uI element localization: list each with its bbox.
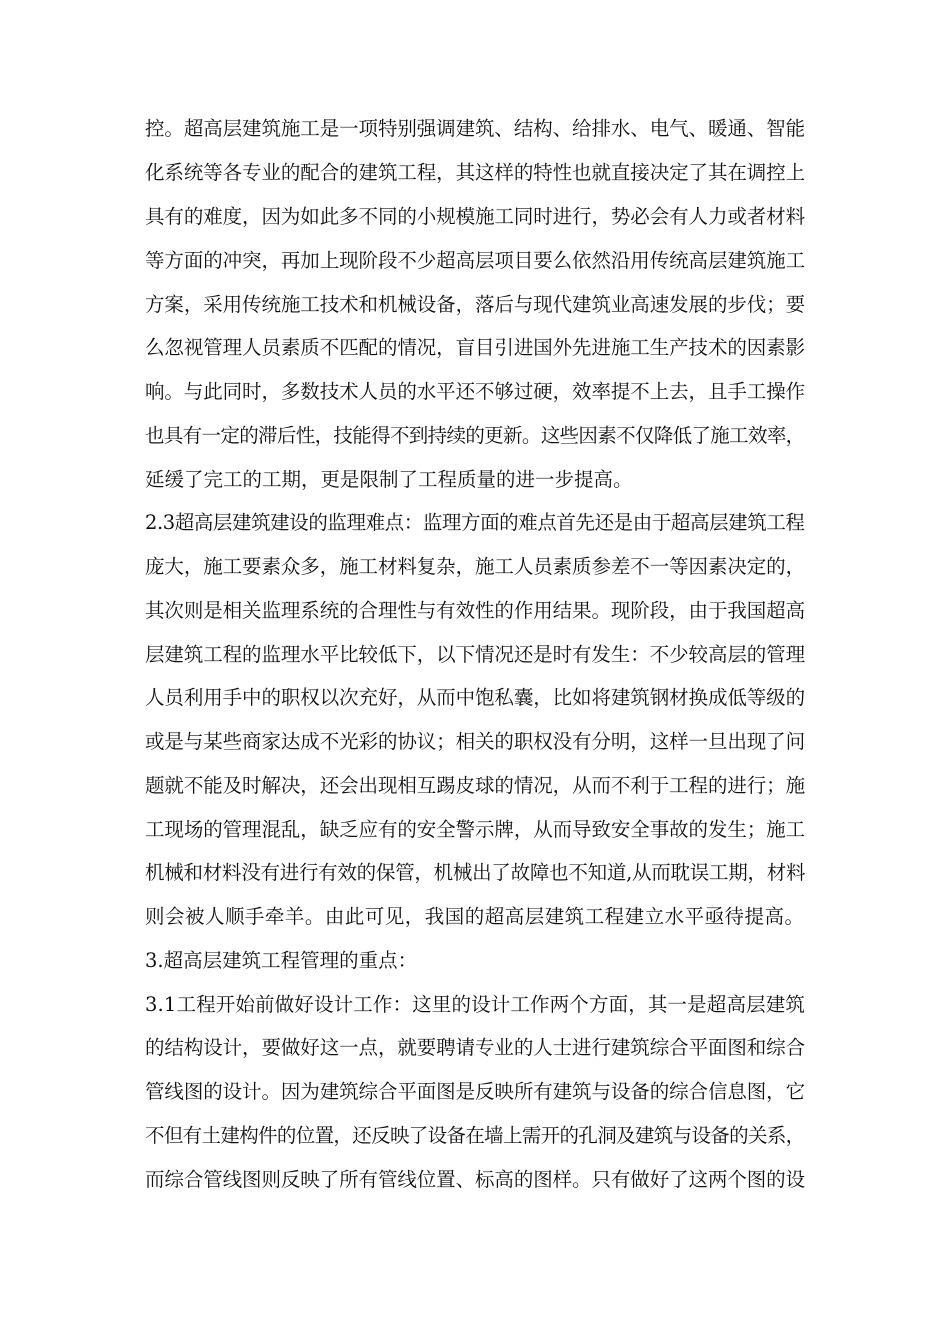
text-line: 等方面的冲突，再加上现阶段不少超高层项目要么依然沿用传统高层建筑施工 bbox=[145, 249, 806, 272]
text-line: 题就不能及时解决，还会出现相互踢皮球的情况，从而不利于工程的进行；施 bbox=[145, 774, 806, 797]
text-line: 不但有土建构件的位置，还反映了设备在墙上需开的孔洞及建筑与设备的关系， bbox=[145, 1124, 805, 1147]
text-line: 机械和材料没有进行有效的保管，机械出了故障也不知道,从而耽误工期，材料 bbox=[145, 861, 806, 884]
section-heading-3-1: 3.1工程开始前做好设计工作：这里的设计工作两个方面，其一是超高层建筑 bbox=[145, 993, 806, 1016]
text-line: 延缓了完工的工期，更是限制了工程质量的进一步提高。 bbox=[145, 468, 633, 491]
text-line: 化系统等各专业的配合的建筑工程，其这样的特性也就直接决定了其在调控上 bbox=[145, 161, 806, 184]
text-line: 响。与此同时，多数技术人员的水平还不够过硬，效率提不上去，且手工操作 bbox=[145, 380, 806, 403]
text-line: 人员利用手中的职权以次充好，从而中饱私囊，比如将建筑钢材换成低等级的 bbox=[145, 686, 806, 709]
section-heading-3: 3.超高层建筑工程管理的重点： bbox=[145, 949, 418, 972]
text-line: 的结构设计，要做好这一点，就要聘请专业的人士进行建筑综合平面图和综合 bbox=[145, 1036, 806, 1059]
text-line: 工现场的管理混乱，缺乏应有的安全警示牌，从而导致安全事故的发生；施工 bbox=[145, 818, 806, 841]
text-line: 控。超高层建筑施工是一项特别强调建筑、结构、给排水、电气、暖通、智能 bbox=[145, 117, 806, 140]
text-line: 则会被人顺手牵羊。由此可见，我国的超高层建筑工程建立水平亟待提高。 bbox=[145, 905, 805, 928]
text-line: 庞大，施工要素众多，施工材料复杂，施工人员素质参差不一等因素决定的， bbox=[145, 555, 806, 578]
section-heading-2-3: 2.3超高层建筑建设的监理难点：监理方面的难点首先还是由于超高层建筑工程 bbox=[145, 511, 805, 534]
text-line: 么忽视管理人员素质不匹配的情况，盲目引进国外先进施工生产技术的因素影 bbox=[145, 336, 806, 359]
text-line: 其次则是相关监理系统的合理性与有效性的作用结果。现阶段，由于我国超高 bbox=[145, 599, 806, 622]
text-line: 方案，采用传统施工技术和机械设备，落后与现代建筑业高速发展的步伐；要 bbox=[145, 293, 806, 316]
text-line: 而综合管线图则反映了所有管线位置、标高的图样。只有做好了这两个图的设 bbox=[145, 1168, 806, 1191]
text-line: 也具有一定的滞后性，技能得不到持续的更新。这些因素不仅降低了施工效率， bbox=[145, 424, 805, 447]
text-line: 具有的难度，因为如此多不同的小规模施工同时进行，势必会有人力或者材料 bbox=[145, 205, 806, 228]
text-line: 层建筑工程的监理水平比较低下，以下情况还是时有发生：不少较高层的管理 bbox=[145, 643, 806, 666]
text-line: 或是与某些商家达成不光彩的协议；相关的职权没有分明，这样一旦出现了问 bbox=[145, 730, 806, 753]
text-line: 管线图的设计。因为建筑综合平面图是反映所有建筑与设备的综合信息图，它 bbox=[145, 1080, 806, 1103]
